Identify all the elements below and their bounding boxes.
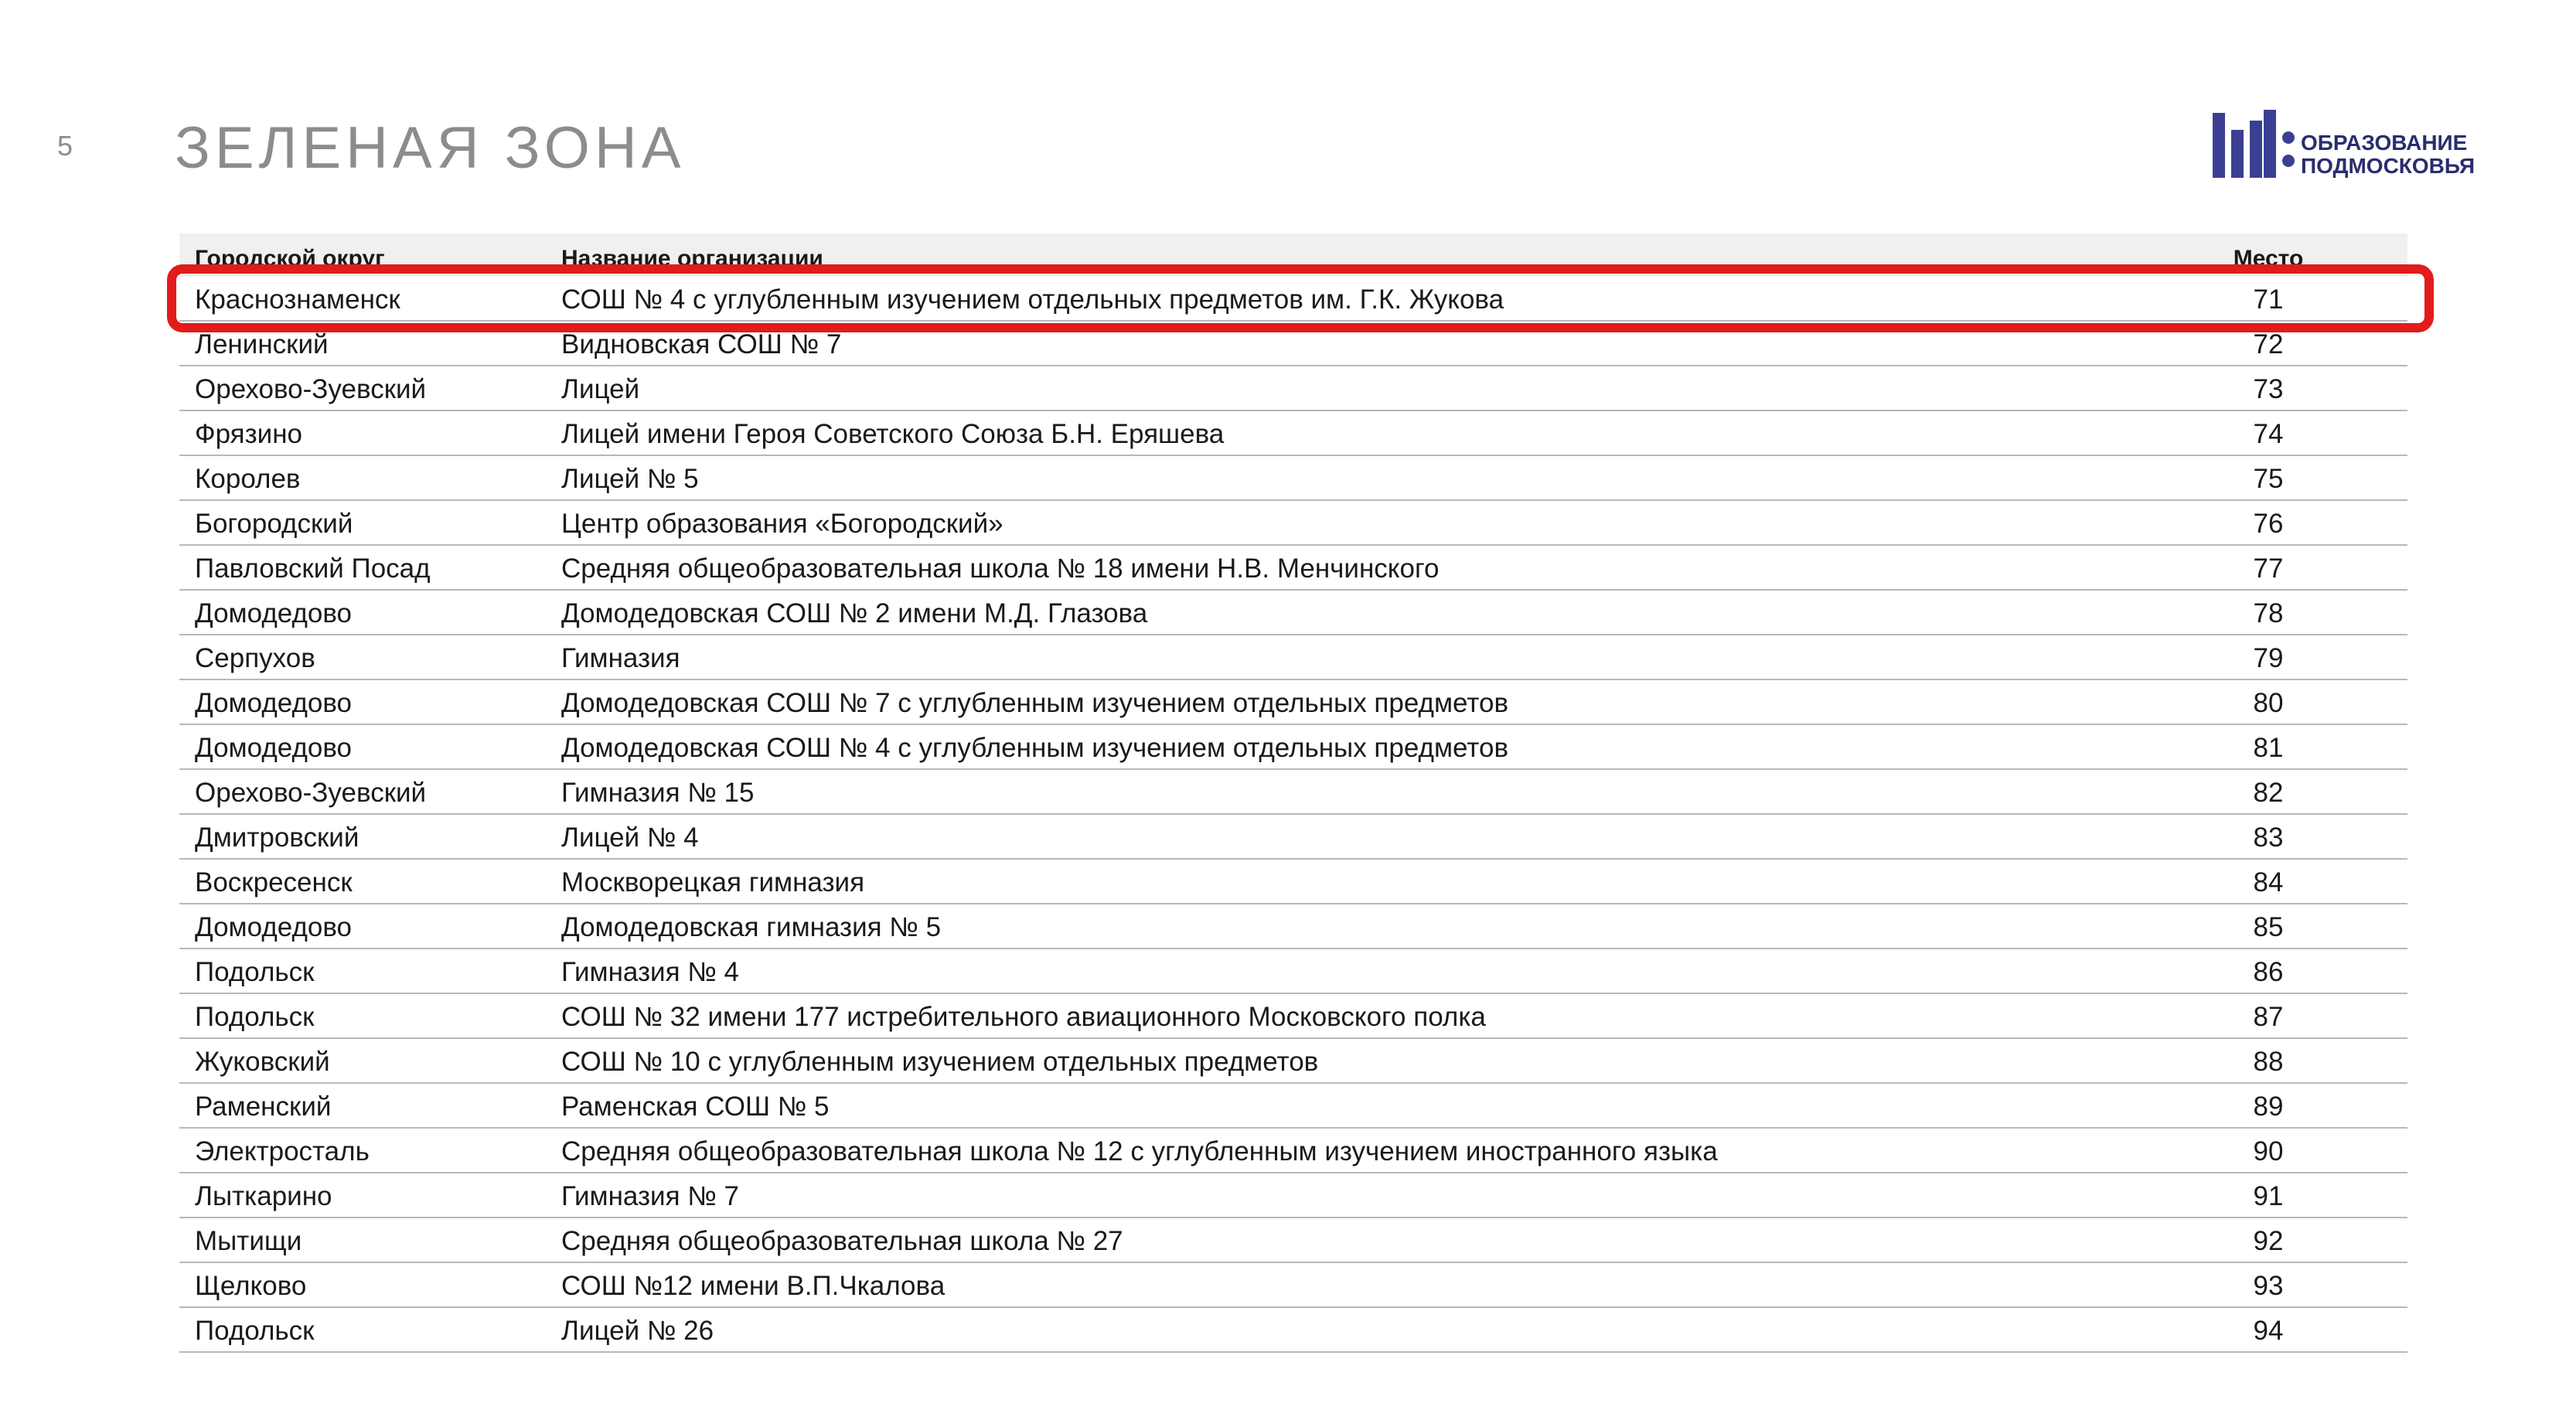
cell-org: Гимназия № 15: [561, 778, 755, 808]
cell-place: 71: [2253, 284, 2284, 315]
logo-dots-icon: [2282, 131, 2298, 178]
cell-district: Щелково: [195, 1271, 307, 1301]
table-row: [179, 1218, 2407, 1263]
cell-district: Орехово-Зуевский: [195, 374, 427, 404]
cell-district: Богородский: [195, 509, 353, 539]
table-row: [179, 904, 2407, 949]
cell-place: 76: [2253, 509, 2284, 539]
ranking-table: [179, 233, 2407, 1353]
cell-place: 85: [2253, 912, 2284, 942]
cell-place: 91: [2253, 1181, 2284, 1211]
cell-place: 83: [2253, 822, 2284, 853]
cell-org: Лицей № 4: [561, 822, 699, 853]
table-row: [179, 815, 2407, 860]
table-row: [179, 1173, 2407, 1218]
cell-org: Центр образования «Богородский»: [561, 509, 1003, 539]
cell-org: Средняя общеобразовательная школа № 12 с углубленным изучением иностранного языка: [561, 1136, 1718, 1166]
logo: [2213, 110, 2499, 179]
cell-org: Лицей имени Героя Советского Союза Б.Н. Еряшева: [561, 419, 1225, 449]
cell-place: 86: [2253, 957, 2284, 987]
cell-org: Москворецкая гимназия: [561, 867, 865, 897]
table-row: [179, 1039, 2407, 1084]
table-row: [179, 770, 2407, 815]
table-row: [179, 860, 2407, 904]
cell-place: 81: [2253, 733, 2284, 763]
cell-district: Краснознаменск: [195, 284, 400, 315]
cell-district: Электросталь: [195, 1136, 370, 1166]
cell-district: Раменский: [195, 1092, 332, 1122]
cell-district: Воскресенск: [195, 867, 353, 897]
cell-org: Гимназия № 4: [561, 957, 740, 987]
cell-place: 92: [2253, 1226, 2284, 1256]
table-row: [179, 591, 2407, 635]
cell-place: 89: [2253, 1092, 2284, 1122]
cell-district: Ленинский: [195, 329, 329, 359]
cell-place: 90: [2253, 1136, 2284, 1166]
cell-district: Жуковский: [195, 1047, 330, 1077]
table-row: [179, 994, 2407, 1039]
cell-place: 75: [2253, 464, 2284, 494]
cell-org: СОШ № 10 с углубленным изучением отдельных предметов: [561, 1047, 1319, 1077]
cell-org: Домодедовская СОШ № 2 имени М.Д. Глазова: [561, 598, 1148, 628]
cell-org: СОШ № 32 имени 177 истребительного авиационного Московского полка: [561, 1002, 1486, 1032]
page-title: ЗЕЛЕНАЯ ЗОНА: [175, 115, 686, 181]
cell-district: Домодедово: [195, 688, 352, 718]
table-row: [179, 546, 2407, 591]
cell-district: Павловский Посад: [195, 553, 431, 584]
cell-org: Гимназия № 7: [561, 1181, 740, 1211]
cell-district: Домодедово: [195, 598, 352, 628]
cell-org: Домодедовская гимназия № 5: [561, 912, 942, 942]
table-row: [179, 680, 2407, 725]
cell-org: Домодедовская СОШ № 7 с углубленным изучением отдельных предметов: [561, 688, 1509, 718]
header-district: Городской округ: [195, 246, 385, 271]
cell-district: Королев: [195, 464, 301, 494]
cell-org: Раменская СОШ № 5: [561, 1092, 830, 1122]
cell-district: Дмитровский: [195, 822, 359, 853]
highlight-frame: [167, 264, 2434, 332]
table-row: [179, 411, 2407, 456]
table-row: [179, 1308, 2407, 1353]
cell-place: 73: [2253, 374, 2284, 404]
table-row: [179, 1129, 2407, 1173]
table-row: [179, 366, 2407, 411]
table-row: [179, 1084, 2407, 1129]
cell-place: 93: [2253, 1271, 2284, 1301]
cell-org: Гимназия: [561, 643, 680, 673]
cell-district: Домодедово: [195, 733, 352, 763]
cell-district: Мытищи: [195, 1226, 302, 1256]
cell-org: Домодедовская СОШ № 4 с углубленным изучением отдельных предметов: [561, 733, 1509, 763]
logo-line-1: ОБРАЗОВАНИЕ: [2301, 131, 2468, 155]
cell-place: 79: [2253, 643, 2284, 673]
table-row: [179, 1263, 2407, 1308]
cell-place: 84: [2253, 867, 2284, 897]
table-row: [179, 501, 2407, 546]
cell-district: Орехово-Зуевский: [195, 778, 427, 808]
cell-place: 74: [2253, 419, 2284, 449]
logo-text: [2301, 131, 2475, 178]
cell-district: Подольск: [195, 957, 315, 987]
cell-place: 94: [2253, 1316, 2284, 1346]
cell-org: Лицей № 5: [561, 464, 699, 494]
cell-district: Подольск: [195, 1316, 315, 1346]
cell-org: Средняя общеобразовательная школа № 18 имени Н.В. Менчинского: [561, 553, 1440, 584]
cell-place: 77: [2253, 553, 2284, 584]
table-row: [179, 635, 2407, 680]
cell-place: 80: [2253, 688, 2284, 718]
cell-district: Фрязино: [195, 419, 303, 449]
cell-org: Средняя общеобразовательная школа № 27: [561, 1226, 1123, 1256]
cell-district: Подольск: [195, 1002, 315, 1032]
cell-org: СОШ №12 имени В.П.Чкалова: [561, 1271, 946, 1301]
cell-place: 82: [2253, 778, 2284, 808]
page-number: 5: [57, 130, 73, 162]
cell-district: Серпухов: [195, 643, 315, 673]
cell-org: Лицей: [561, 374, 640, 404]
cell-district: Лыткарино: [195, 1181, 332, 1211]
cell-org: Лицей № 26: [561, 1316, 714, 1346]
cell-org: Видновская СОШ № 7: [561, 329, 842, 359]
table-body: [179, 277, 2407, 1353]
cell-place: 78: [2253, 598, 2284, 628]
cell-org: СОШ № 4 с углубленным изучением отдельных предметов им. Г.К. Жукова: [561, 284, 1504, 315]
table-row: [179, 949, 2407, 994]
cell-place: 88: [2253, 1047, 2284, 1077]
logo-line-2: ПОДМОСКОВЬЯ: [2301, 154, 2475, 178]
cell-place: 87: [2253, 1002, 2284, 1032]
header-org: Название организации: [561, 246, 823, 271]
cell-place: 72: [2253, 329, 2284, 359]
cell-district: Домодедово: [195, 912, 352, 942]
header-place: Место: [2233, 246, 2304, 271]
table-row: [179, 725, 2407, 770]
table-row: [179, 456, 2407, 501]
